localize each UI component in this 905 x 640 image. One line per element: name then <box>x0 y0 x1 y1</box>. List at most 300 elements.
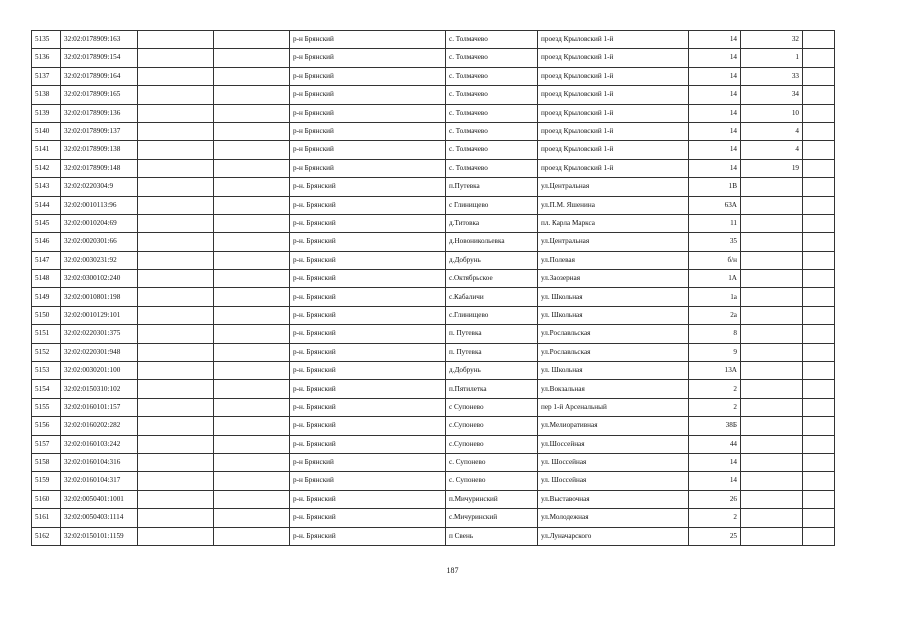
empty-cell <box>803 178 835 196</box>
empty-cell <box>138 233 214 251</box>
table-row <box>32 325 835 343</box>
table-row <box>32 49 835 67</box>
empty-cell <box>803 196 835 214</box>
empty-cell <box>803 380 835 398</box>
row-number-cell: 5140 <box>32 122 61 140</box>
district-cell: р-н Брянский <box>290 31 446 49</box>
row-number-cell: 5141 <box>32 141 61 159</box>
empty-cell <box>214 251 290 269</box>
table-row <box>32 141 835 159</box>
cadastral-number-cell: 32:02:0178909:154 <box>61 49 138 67</box>
flat-number-cell <box>741 435 803 453</box>
empty-cell <box>138 270 214 288</box>
settlement-cell: с.Глинищево <box>446 306 538 324</box>
empty-cell <box>138 104 214 122</box>
settlement-cell: с Глинищево <box>446 196 538 214</box>
flat-number-cell <box>741 196 803 214</box>
table-row <box>32 380 835 398</box>
cadastral-number-cell: 32:02:0160101:157 <box>61 398 138 416</box>
row-number-cell: 5143 <box>32 178 61 196</box>
empty-cell <box>138 362 214 380</box>
house-number-cell: 9 <box>689 343 741 361</box>
empty-cell <box>803 49 835 67</box>
table-row <box>32 251 835 269</box>
empty-cell <box>803 417 835 435</box>
empty-cell <box>214 86 290 104</box>
table-row <box>32 490 835 508</box>
cadastral-number-cell: 32:02:0178909:138 <box>61 141 138 159</box>
empty-cell <box>803 141 835 159</box>
cadastral-number-cell: 32:02:0178909:165 <box>61 86 138 104</box>
district-cell: р-н Брянский <box>290 453 446 471</box>
street-cell: ул.Рославльская <box>538 325 689 343</box>
flat-number-cell: 10 <box>741 104 803 122</box>
district-cell: р-н Брянский <box>290 67 446 85</box>
settlement-cell: с. Толмачево <box>446 141 538 159</box>
house-number-cell: 2 <box>689 509 741 527</box>
empty-cell <box>138 398 214 416</box>
empty-cell <box>214 196 290 214</box>
empty-cell <box>803 509 835 527</box>
empty-cell <box>214 233 290 251</box>
empty-cell <box>214 435 290 453</box>
table-row <box>32 178 835 196</box>
settlement-cell: п.Путевка <box>446 178 538 196</box>
district-cell: р-н. Брянский <box>290 288 446 306</box>
settlement-cell: с. Толмачево <box>446 122 538 140</box>
empty-cell <box>803 306 835 324</box>
empty-cell <box>138 196 214 214</box>
empty-cell <box>803 233 835 251</box>
empty-cell <box>803 435 835 453</box>
page-number: 187 <box>446 566 459 575</box>
district-cell: р-н. Брянский <box>290 178 446 196</box>
row-number-cell: 5144 <box>32 196 61 214</box>
settlement-cell: с. Толмачево <box>446 159 538 177</box>
house-number-cell: 38Б <box>689 417 741 435</box>
cadastral-number-cell: 32:02:0010113:96 <box>61 196 138 214</box>
table-row <box>32 453 835 471</box>
house-number-cell: 2а <box>689 306 741 324</box>
empty-cell <box>214 270 290 288</box>
row-number-cell: 5155 <box>32 398 61 416</box>
house-number-cell: 14 <box>689 67 741 85</box>
house-number-cell: 44 <box>689 435 741 453</box>
house-number-cell: 1В <box>689 178 741 196</box>
table-row <box>32 196 835 214</box>
flat-number-cell <box>741 343 803 361</box>
district-cell: р-н. Брянский <box>290 343 446 361</box>
flat-number-cell <box>741 509 803 527</box>
settlement-cell: с.Кабаличи <box>446 288 538 306</box>
empty-cell <box>214 122 290 140</box>
district-cell: р-н. Брянский <box>290 251 446 269</box>
table-row <box>32 288 835 306</box>
flat-number-cell <box>741 380 803 398</box>
street-cell: пл. Карла Маркса <box>538 214 689 232</box>
table-row <box>32 398 835 416</box>
street-cell: ул.Полевая <box>538 251 689 269</box>
empty-cell <box>138 122 214 140</box>
district-cell: р-н Брянский <box>290 86 446 104</box>
settlement-cell: с.Октябрьское <box>446 270 538 288</box>
flat-number-cell: 19 <box>741 159 803 177</box>
table-row <box>32 417 835 435</box>
empty-cell <box>214 527 290 545</box>
row-number-cell: 5136 <box>32 49 61 67</box>
table-body <box>32 31 835 546</box>
empty-cell <box>138 306 214 324</box>
house-number-cell: 2 <box>689 398 741 416</box>
street-cell: ул.Шоссейная <box>538 435 689 453</box>
district-cell: р-н. Брянский <box>290 509 446 527</box>
empty-cell <box>214 49 290 67</box>
empty-cell <box>214 362 290 380</box>
settlement-cell: с. Толмачево <box>446 67 538 85</box>
empty-cell <box>138 325 214 343</box>
row-number-cell: 5160 <box>32 490 61 508</box>
settlement-cell: п Свень <box>446 527 538 545</box>
empty-cell <box>214 325 290 343</box>
cadastral-number-cell: 32:02:0160103:242 <box>61 435 138 453</box>
house-number-cell: 2 <box>689 380 741 398</box>
settlement-cell: д.Титовка <box>446 214 538 232</box>
house-number-cell: 35 <box>689 233 741 251</box>
cadastral-number-cell: 32:02:0160104:316 <box>61 453 138 471</box>
district-cell: р-н. Брянский <box>290 527 446 545</box>
house-number-cell: 14 <box>689 104 741 122</box>
empty-cell <box>138 159 214 177</box>
empty-cell <box>214 472 290 490</box>
flat-number-cell: 33 <box>741 67 803 85</box>
empty-cell <box>138 178 214 196</box>
cadastral-number-cell: 32:02:0160104:317 <box>61 472 138 490</box>
empty-cell <box>214 214 290 232</box>
empty-cell <box>803 31 835 49</box>
flat-number-cell: 34 <box>741 86 803 104</box>
row-number-cell: 5153 <box>32 362 61 380</box>
empty-cell <box>803 288 835 306</box>
cadastral-number-cell: 32:02:0178909:136 <box>61 104 138 122</box>
house-number-cell: 14 <box>689 31 741 49</box>
empty-cell <box>803 490 835 508</box>
cadastral-number-cell: 32:02:0150310:102 <box>61 380 138 398</box>
table-row <box>32 233 835 251</box>
flat-number-cell <box>741 251 803 269</box>
street-cell: ул. Школьная <box>538 288 689 306</box>
row-number-cell: 5139 <box>32 104 61 122</box>
house-number-cell: 14 <box>689 141 741 159</box>
table-row <box>32 31 835 49</box>
empty-cell <box>214 417 290 435</box>
row-number-cell: 5149 <box>32 288 61 306</box>
empty-cell <box>138 251 214 269</box>
empty-cell <box>214 306 290 324</box>
empty-cell <box>138 453 214 471</box>
settlement-cell: с. Супонево <box>446 453 538 471</box>
district-cell: р-н Брянский <box>290 122 446 140</box>
settlement-cell: с Супонево <box>446 398 538 416</box>
empty-cell <box>138 86 214 104</box>
table-row <box>32 214 835 232</box>
empty-cell <box>138 214 214 232</box>
row-number-cell: 5162 <box>32 527 61 545</box>
empty-cell <box>803 270 835 288</box>
register-table <box>31 30 835 546</box>
cadastral-number-cell: 32:02:0050401:1001 <box>61 490 138 508</box>
row-number-cell: 5151 <box>32 325 61 343</box>
empty-cell <box>803 159 835 177</box>
empty-cell <box>138 288 214 306</box>
cadastral-number-cell: 32:02:0178909:163 <box>61 31 138 49</box>
table-row <box>32 343 835 361</box>
flat-number-cell <box>741 178 803 196</box>
flat-number-cell: 32 <box>741 31 803 49</box>
district-cell: р-н. Брянский <box>290 233 446 251</box>
cadastral-number-cell: 32:02:0220304:9 <box>61 178 138 196</box>
district-cell: р-н. Брянский <box>290 214 446 232</box>
district-cell: р-н Брянский <box>290 49 446 67</box>
empty-cell <box>803 214 835 232</box>
cadastral-number-cell: 32:02:0178909:148 <box>61 159 138 177</box>
table-row <box>32 270 835 288</box>
cadastral-number-cell: 32:02:0178909:137 <box>61 122 138 140</box>
settlement-cell: с. Толмачево <box>446 49 538 67</box>
street-cell: проезд Крыловский 1-й <box>538 122 689 140</box>
settlement-cell: п.Пятилетка <box>446 380 538 398</box>
settlement-cell: д.Добрунь <box>446 251 538 269</box>
cadastral-number-cell: 32:02:0160202:282 <box>61 417 138 435</box>
empty-cell <box>214 67 290 85</box>
cadastral-number-cell: 32:02:0150101:1159 <box>61 527 138 545</box>
empty-cell <box>214 490 290 508</box>
table-row <box>32 67 835 85</box>
street-cell: ул. Шоссейная <box>538 453 689 471</box>
street-cell: ул.Луначарского <box>538 527 689 545</box>
empty-cell <box>138 435 214 453</box>
empty-cell <box>803 251 835 269</box>
empty-cell <box>803 325 835 343</box>
street-cell: проезд Крыловский 1-й <box>538 159 689 177</box>
house-number-cell: 14 <box>689 49 741 67</box>
house-number-cell: 26 <box>689 490 741 508</box>
settlement-cell: д.Новоникольевка <box>446 233 538 251</box>
empty-cell <box>803 343 835 361</box>
settlement-cell: с.Супонево <box>446 435 538 453</box>
empty-cell <box>214 380 290 398</box>
empty-cell <box>138 509 214 527</box>
flat-number-cell <box>741 270 803 288</box>
house-number-cell: 13А <box>689 362 741 380</box>
table-row <box>32 472 835 490</box>
street-cell: ул.Рославльская <box>538 343 689 361</box>
flat-number-cell <box>741 417 803 435</box>
district-cell: р-н. Брянский <box>290 417 446 435</box>
cadastral-number-cell: 32:02:0020301:66 <box>61 233 138 251</box>
street-cell: ул. Школьная <box>538 362 689 380</box>
empty-cell <box>214 343 290 361</box>
house-number-cell: 14 <box>689 472 741 490</box>
street-cell: ул.Молодежная <box>538 509 689 527</box>
settlement-cell: п. Путевка <box>446 343 538 361</box>
house-number-cell: б/н <box>689 251 741 269</box>
cadastral-number-cell: 32:02:0050403:1114 <box>61 509 138 527</box>
house-number-cell: 25 <box>689 527 741 545</box>
flat-number-cell <box>741 527 803 545</box>
street-cell: ул. Школьная <box>538 306 689 324</box>
row-number-cell: 5146 <box>32 233 61 251</box>
empty-cell <box>138 527 214 545</box>
empty-cell <box>214 398 290 416</box>
empty-cell <box>803 122 835 140</box>
empty-cell <box>803 527 835 545</box>
flat-number-cell: 1 <box>741 49 803 67</box>
street-cell: ул.Центральная <box>538 178 689 196</box>
row-number-cell: 5147 <box>32 251 61 269</box>
street-cell: проезд Крыловский 1-й <box>538 141 689 159</box>
district-cell: р-н. Брянский <box>290 380 446 398</box>
row-number-cell: 5138 <box>32 86 61 104</box>
settlement-cell: с.Мичуринский <box>446 509 538 527</box>
empty-cell <box>803 86 835 104</box>
table-row <box>32 159 835 177</box>
row-number-cell: 5150 <box>32 306 61 324</box>
table-row <box>32 362 835 380</box>
district-cell: р-н Брянский <box>290 104 446 122</box>
flat-number-cell <box>741 490 803 508</box>
table-row <box>32 435 835 453</box>
empty-cell <box>803 104 835 122</box>
table-row <box>32 122 835 140</box>
empty-cell <box>138 343 214 361</box>
empty-cell <box>138 380 214 398</box>
street-cell: ул.Заозерная <box>538 270 689 288</box>
flat-number-cell <box>741 398 803 416</box>
table-row <box>32 104 835 122</box>
district-cell: р-н. Брянский <box>290 362 446 380</box>
district-cell: р-н. Брянский <box>290 196 446 214</box>
table-row <box>32 527 835 545</box>
district-cell: р-н. Брянский <box>290 490 446 508</box>
cadastral-number-cell: 32:02:0010129:101 <box>61 306 138 324</box>
district-cell: р-н. Брянский <box>290 325 446 343</box>
house-number-cell: 14 <box>689 453 741 471</box>
empty-cell <box>214 178 290 196</box>
table-row <box>32 86 835 104</box>
empty-cell <box>803 453 835 471</box>
street-cell: проезд Крыловский 1-й <box>538 86 689 104</box>
district-cell: р-н. Брянский <box>290 435 446 453</box>
cadastral-number-cell: 32:02:0178909:164 <box>61 67 138 85</box>
street-cell: проезд Крыловский 1-й <box>538 67 689 85</box>
district-cell: р-н Брянский <box>290 159 446 177</box>
flat-number-cell: 4 <box>741 122 803 140</box>
empty-cell <box>214 453 290 471</box>
empty-cell <box>214 509 290 527</box>
house-number-cell: 14 <box>689 159 741 177</box>
flat-number-cell <box>741 306 803 324</box>
empty-cell <box>138 490 214 508</box>
district-cell: р-н. Брянский <box>290 270 446 288</box>
district-cell: р-н. Брянский <box>290 398 446 416</box>
street-cell: проезд Крыловский 1-й <box>538 31 689 49</box>
settlement-cell: с. Толмачево <box>446 31 538 49</box>
empty-cell <box>803 362 835 380</box>
flat-number-cell <box>741 233 803 251</box>
row-number-cell: 5161 <box>32 509 61 527</box>
settlement-cell: с. Супонево <box>446 472 538 490</box>
row-number-cell: 5135 <box>32 31 61 49</box>
house-number-cell: 1а <box>689 288 741 306</box>
row-number-cell: 5137 <box>32 67 61 85</box>
empty-cell <box>803 472 835 490</box>
flat-number-cell <box>741 362 803 380</box>
empty-cell <box>214 159 290 177</box>
street-cell: ул.Вокзальная <box>538 380 689 398</box>
row-number-cell: 5145 <box>32 214 61 232</box>
flat-number-cell: 4 <box>741 141 803 159</box>
empty-cell <box>214 288 290 306</box>
house-number-cell: 63А <box>689 196 741 214</box>
empty-cell <box>138 67 214 85</box>
street-cell: проезд Крыловский 1-й <box>538 49 689 67</box>
table-row <box>32 509 835 527</box>
flat-number-cell <box>741 472 803 490</box>
row-number-cell: 5142 <box>32 159 61 177</box>
row-number-cell: 5154 <box>32 380 61 398</box>
empty-cell <box>803 67 835 85</box>
empty-cell <box>138 472 214 490</box>
district-cell: р-н. Брянский <box>290 306 446 324</box>
house-number-cell: 11 <box>689 214 741 232</box>
empty-cell <box>138 141 214 159</box>
cadastral-number-cell: 32:02:0010204:69 <box>61 214 138 232</box>
house-number-cell: 14 <box>689 122 741 140</box>
settlement-cell: п.Мичуринский <box>446 490 538 508</box>
empty-cell <box>138 417 214 435</box>
district-cell: р-н Брянский <box>290 472 446 490</box>
settlement-cell: с.Супонево <box>446 417 538 435</box>
street-cell: пер 1-й Арсенальный <box>538 398 689 416</box>
settlement-cell: с. Толмачево <box>446 86 538 104</box>
flat-number-cell <box>741 214 803 232</box>
empty-cell <box>214 104 290 122</box>
cadastral-number-cell: 32:02:0220301:948 <box>61 343 138 361</box>
empty-cell <box>138 49 214 67</box>
row-number-cell: 5158 <box>32 453 61 471</box>
flat-number-cell <box>741 453 803 471</box>
cadastral-number-cell: 32:02:0300102:240 <box>61 270 138 288</box>
cadastral-number-cell: 32:02:0010801:198 <box>61 288 138 306</box>
street-cell: ул.П.М. Яшенина <box>538 196 689 214</box>
house-number-cell: 8 <box>689 325 741 343</box>
empty-cell <box>214 141 290 159</box>
row-number-cell: 5152 <box>32 343 61 361</box>
row-number-cell: 5157 <box>32 435 61 453</box>
district-cell: р-н Брянский <box>290 141 446 159</box>
flat-number-cell <box>741 288 803 306</box>
settlement-cell: д.Добрунь <box>446 362 538 380</box>
street-cell: ул.Мелиоративная <box>538 417 689 435</box>
house-number-cell: 1А <box>689 270 741 288</box>
empty-cell <box>803 398 835 416</box>
house-number-cell: 14 <box>689 86 741 104</box>
street-cell: проезд Крыловский 1-й <box>538 104 689 122</box>
cadastral-number-cell: 32:02:0030231:92 <box>61 251 138 269</box>
empty-cell <box>214 31 290 49</box>
table-row <box>32 306 835 324</box>
street-cell: ул.Центральная <box>538 233 689 251</box>
